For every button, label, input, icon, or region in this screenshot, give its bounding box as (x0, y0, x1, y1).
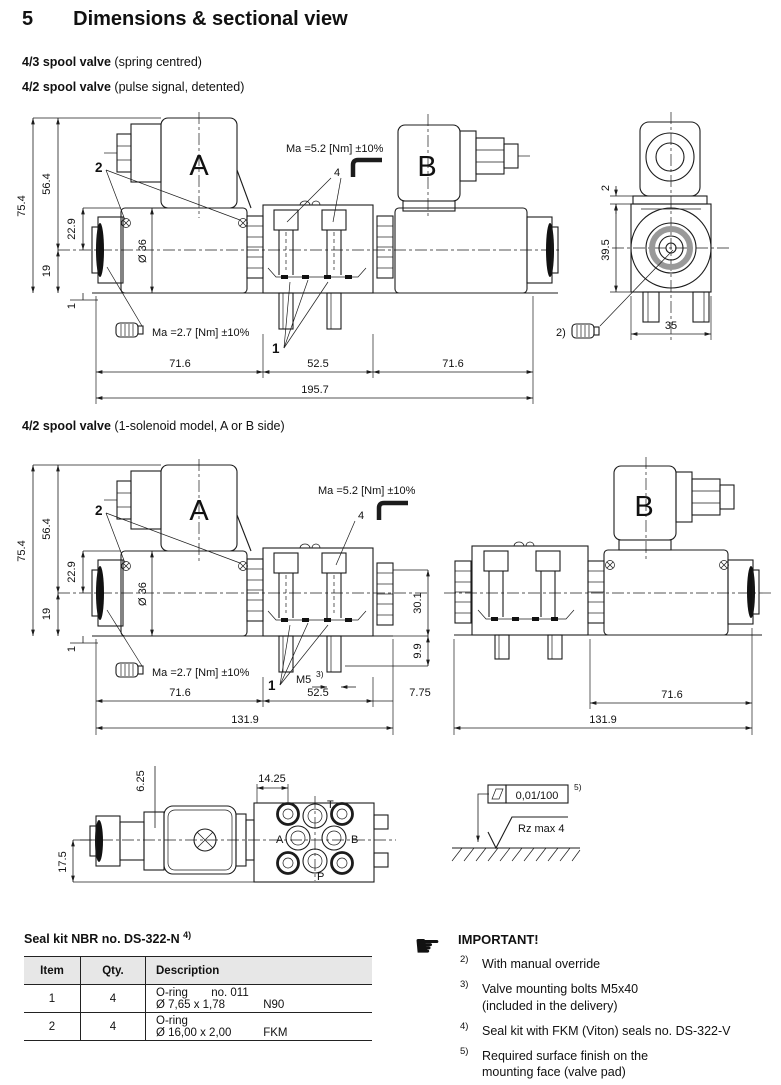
m5-label: M5 (296, 674, 312, 686)
dim-19: 19 (41, 607, 53, 621)
table-header-row (24, 957, 372, 985)
port-t-label: T (327, 799, 334, 811)
b-side-model (454, 457, 762, 659)
cell-description (146, 985, 373, 1013)
note-sup: 2) (460, 954, 469, 965)
note-item (460, 956, 774, 972)
m5-note (296, 669, 356, 687)
note-item (460, 981, 774, 1014)
torque-27-text: Ma =2.7 [Nm] ±10% (152, 327, 250, 339)
desc-material: N90 (263, 998, 285, 1011)
pointing-hand-icon: ☛ (414, 930, 441, 963)
subtitle-42-single (22, 419, 285, 433)
dimension-17-5 (57, 840, 254, 882)
seal-kit-title (24, 930, 376, 946)
dim-35: 35 (664, 320, 678, 332)
port-p-label: P (317, 871, 325, 883)
flatness-value: 0,01/100 (515, 790, 559, 802)
allen-key-icon (353, 160, 382, 177)
desc-size: Ø 7,65 x 1,78 (156, 998, 226, 1011)
dim-71-6-b: 71.6 (661, 689, 683, 701)
subtitle-43-rest: (spring centred) (110, 55, 202, 69)
flatness-symbol-icon (492, 789, 503, 799)
cell-qty: 4 (81, 985, 146, 1013)
dim-7-75: 7.75 (409, 687, 431, 699)
dim-1: 1 (66, 302, 78, 310)
dim-75-4: 75.4 (16, 195, 28, 217)
torque-52-text: Ma =5.2 [Nm] ±10% (318, 485, 416, 497)
desc-no: no. 011 (211, 986, 249, 999)
flatness-sup: 5) (574, 782, 582, 792)
seal-kit-section (24, 930, 376, 1041)
callout-1-label: 1 (272, 341, 280, 356)
dim-71-6-right: 71.6 (442, 358, 464, 370)
knurled-nut-left (247, 559, 263, 621)
subtitle-42-valve (22, 80, 244, 94)
torque-52-text: Ma =5.2 [Nm] ±10% (286, 143, 384, 155)
dim-71-6: 71.6 (169, 687, 191, 699)
solenoid-a-assembly (92, 112, 251, 293)
dim-71-6-left: 71.6 (169, 358, 191, 370)
valve-body-section (263, 201, 373, 329)
dimension-chain-left (16, 465, 161, 652)
desc-name: O-ring (156, 1014, 188, 1027)
subtitle-42s-bold: 4/2 spool valve (22, 419, 111, 433)
solenoid-a-assembly (92, 459, 251, 636)
valve-pad-top-view (254, 796, 388, 883)
note-item (460, 1020, 774, 1039)
allen-key-icon (379, 503, 408, 520)
solenoid-b-assembly (395, 114, 558, 293)
seal-kit-title-sup: 4) (183, 930, 192, 940)
dimension-6-25 (135, 766, 155, 828)
desc-size: Ø 16,00 x 2,00 (156, 1026, 232, 1039)
dim-14-25: 14.25 (258, 773, 286, 785)
note-2-ref: 2) (556, 327, 566, 339)
note-text: Seal kit with FKM (Viton) seals no. DS-322-V (482, 1023, 731, 1038)
solenoid-b-label: B (634, 491, 654, 523)
hatching (452, 848, 580, 861)
col-item: Item (24, 957, 81, 985)
page-header (22, 8, 348, 31)
knurled-nut-right (377, 216, 393, 278)
desc-material: FKM (263, 1026, 288, 1039)
dimension-right-heights (345, 570, 428, 666)
end-view (556, 112, 732, 342)
dim-131-9-b: 131.9 (589, 714, 617, 726)
dim-52-5: 52.5 (307, 687, 329, 699)
dim-75-4: 75.4 (16, 540, 28, 562)
diagram-dual-solenoid-valve (0, 110, 781, 410)
dimension-dia36 (137, 208, 152, 293)
solenoid-a-label: A (189, 150, 209, 182)
dimension-chain-left (16, 118, 161, 309)
desc-name: O-ring (156, 986, 188, 999)
torque-note-27 (107, 610, 250, 679)
surface-finish-spec (452, 782, 582, 861)
port-b-label: B (351, 834, 359, 846)
subtitle-42s-rest: (1-solenoid model, A or B side) (110, 419, 285, 433)
page-title: Dimensions & sectional view (73, 8, 348, 30)
solenoid-b-label: B (417, 151, 437, 183)
dimension-14-25 (257, 773, 288, 803)
note-sup: 3) (460, 979, 469, 991)
callout-1-label: 1 (268, 678, 276, 693)
col-qty: Qty. (81, 957, 146, 985)
note-item (460, 1048, 774, 1081)
section-number: 5 (22, 8, 34, 30)
dimension-widths (96, 639, 431, 735)
dim-56-4: 56.4 (41, 173, 53, 195)
dim-22-9: 22.9 (66, 561, 78, 583)
cell-item: 2 (24, 1013, 81, 1041)
roughness-value: Rz max 4 (518, 823, 565, 835)
seal-kit-title-text: Seal kit NBR no. DS-322-N (24, 932, 180, 947)
col-description: Description (146, 957, 373, 985)
override-knob-icon (116, 663, 143, 677)
torque-27-text: Ma =2.7 [Nm] ±10% (152, 667, 250, 679)
knurled-nut-left (247, 216, 263, 278)
dim-56-4: 56.4 (41, 518, 53, 540)
cell-qty: 4 (81, 1013, 146, 1041)
callout-4-label: 4 (334, 167, 341, 179)
solenoid-a-label: A (189, 495, 209, 527)
dim-ev-2: 2 (600, 184, 612, 192)
override-knob-icon (572, 324, 599, 338)
dimension-widths (96, 296, 533, 404)
ports (286, 796, 346, 881)
callout-4-label: 4 (358, 510, 365, 522)
dim-30-1: 30.1 (412, 592, 424, 614)
note-sup: 4) (460, 1020, 469, 1032)
knurled-nut-right (377, 563, 393, 625)
cell-description (146, 1013, 373, 1041)
dim-dia-36: Ø 36 (137, 582, 149, 606)
torque-note-27 (107, 267, 250, 339)
subtitle-42-rest: (pulse signal, detented) (110, 80, 245, 94)
dim-39-5: 39.5 (600, 239, 612, 261)
dim-19: 19 (41, 264, 53, 278)
subtitle-43-valve (22, 55, 202, 69)
table-row (24, 985, 372, 1013)
note-text: Required surface finish on the mounting face (valve pad) (482, 1049, 649, 1080)
subtitle-43-bold: 4/3 spool valve (22, 55, 111, 69)
dim-6-25: 6.25 (135, 770, 147, 792)
dim-195-7: 195.7 (301, 384, 329, 396)
m5-sup: 3) (316, 669, 324, 679)
dim-22-9: 22.9 (66, 218, 78, 240)
dim-131-9: 131.9 (231, 714, 259, 726)
torque-note-52 (286, 143, 384, 222)
diagram-top-view (0, 748, 781, 916)
note-text: With manual override (482, 957, 601, 971)
callout-2-label: 2 (95, 160, 103, 175)
dim-1: 1 (66, 645, 78, 653)
valve-body-section (263, 544, 373, 672)
callout-2-label: 2 (95, 503, 103, 518)
seal-kit-table (24, 956, 372, 1041)
override-knob-icon (116, 323, 143, 337)
notes-title: IMPORTANT! (458, 932, 539, 947)
callout-1 (272, 280, 328, 356)
note-sup: 5) (460, 1046, 469, 1057)
dim-9-9: 9.9 (412, 643, 424, 659)
subtitle-42-bold: 4/2 spool valve (22, 80, 111, 94)
note-text: Valve mounting bolts M5x40 (included in the delivery) (482, 982, 639, 1013)
dimension-dia36 (137, 551, 152, 636)
port-a-label: A (276, 834, 284, 846)
table-row (24, 1013, 372, 1041)
cell-item: 1 (24, 985, 81, 1013)
dim-17-5: 17.5 (57, 851, 69, 873)
dim-dia-36: Ø 36 (137, 239, 149, 263)
dim-52-5: 52.5 (307, 358, 329, 370)
diagram-single-solenoid-valve (0, 453, 781, 745)
important-notes (414, 926, 774, 1081)
